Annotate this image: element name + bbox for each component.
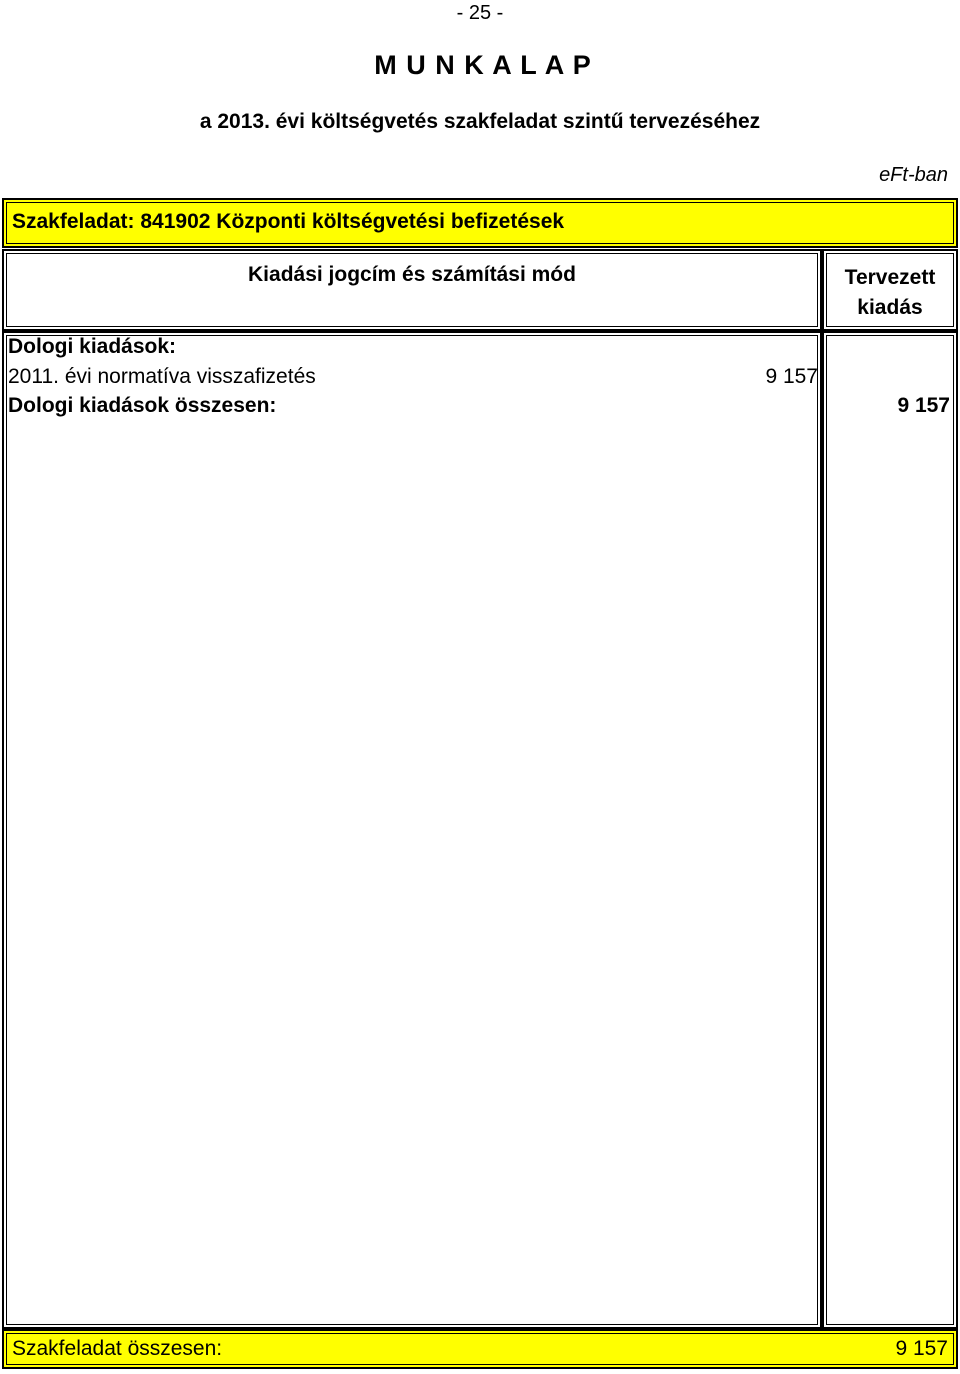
document-subtitle: a 2013. évi költségvetés szakfeladat szintű tervezéséhez: [199, 110, 761, 133]
section-heading: Dologi kiadások:: [8, 335, 177, 358]
column-header-planned-line1: Tervezett: [844, 266, 936, 289]
column-header-planned-line2: kiadás: [857, 296, 923, 319]
table-body-description-column: [2, 331, 822, 1329]
document-title: M U N K A L A P: [374, 50, 592, 80]
table-body-planned-inner-border: [826, 335, 954, 1325]
section-total-label: Dologi kiadások összesen:: [8, 394, 277, 417]
page-number: - 25 -: [456, 2, 504, 24]
table-body-description-inner-border: [6, 335, 818, 1325]
section-total-value: 9 157: [897, 394, 950, 417]
column-header-description: [2, 249, 822, 331]
column-header-planned-text: [824, 263, 956, 323]
footer-total-box: [2, 1329, 958, 1369]
table-row-label: 2011. évi normatíva visszafizetés: [8, 365, 316, 388]
footer-total-value: 9 157: [895, 1337, 948, 1360]
footer-total-label: Szakfeladat összesen:: [12, 1337, 223, 1360]
column-header-description-text: Kiadási jogcím és számítási mód: [248, 263, 576, 286]
column-header-planned: [822, 249, 958, 331]
table-row-value: 9 157: [765, 365, 818, 388]
task-header-text: Szakfeladat: 841902 Központi költségvetési befizetések: [12, 210, 565, 233]
unit-label: eFt-ban: [879, 164, 948, 186]
table-body-planned-column: [822, 331, 958, 1329]
task-header-box: [2, 198, 958, 248]
